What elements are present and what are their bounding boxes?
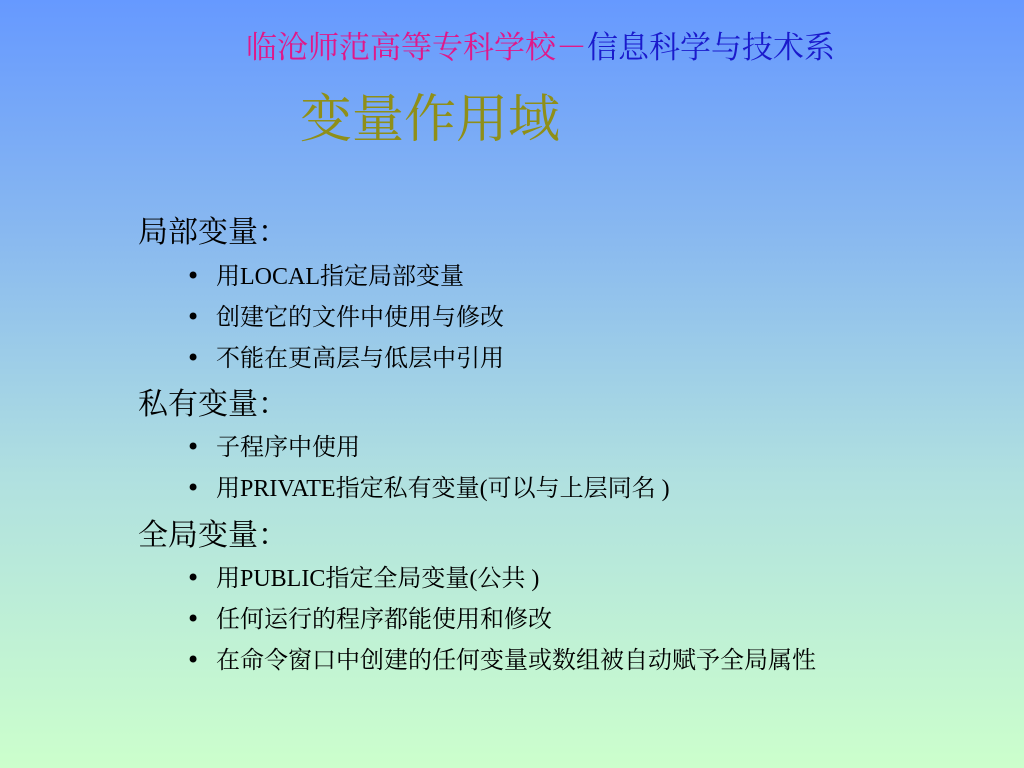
bullet-dot: • [186,564,201,592]
section-heading-private: 私有变量： [138,387,288,422]
school-name: 临沧师范高等专科学校 [246,30,556,66]
bullet-dot: • [186,303,201,331]
header-separator: － [556,30,587,66]
section-heading-local: 局部变量： [138,215,288,250]
bullet-text: 用LOCAL指定局部变量 [216,264,464,290]
bullet-text: 用PUBLIC指定全局变量(公共 ) [216,566,540,592]
list-item [186,260,464,293]
list-item [186,603,552,635]
list-item [186,562,539,595]
bullet-text: 任何运行的程序都能使用和修改 [216,605,552,633]
bullet-dot: • [186,344,201,372]
bullet-dot: • [186,605,201,633]
bullet-dot: • [186,646,201,674]
list-item [186,472,670,505]
bullet-text: 创建它的文件中使用与修改 [216,303,504,331]
bullet-text: 用PRIVATE指定私有变量(可以与上层同名 ) [216,476,670,502]
list-item [186,342,504,374]
section-heading-public: 全局变量： [138,518,288,553]
bullet-text: 子程序中使用 [216,433,360,461]
bullet-text: 不能在更高层与低层中引用 [216,344,504,372]
list-item [186,431,360,463]
bullet-dot: • [186,433,201,461]
list-item [186,301,504,333]
bullet-dot: • [186,474,201,502]
bullet-text: 在命令窗口中创建的任何变量或数组被自动赋予全局属性 [216,646,816,674]
bullet-dot: • [186,262,201,290]
slide-title: 变量作用域 [300,90,561,150]
department-name: 信息科学与技术系 [587,30,835,66]
list-item [186,644,816,676]
